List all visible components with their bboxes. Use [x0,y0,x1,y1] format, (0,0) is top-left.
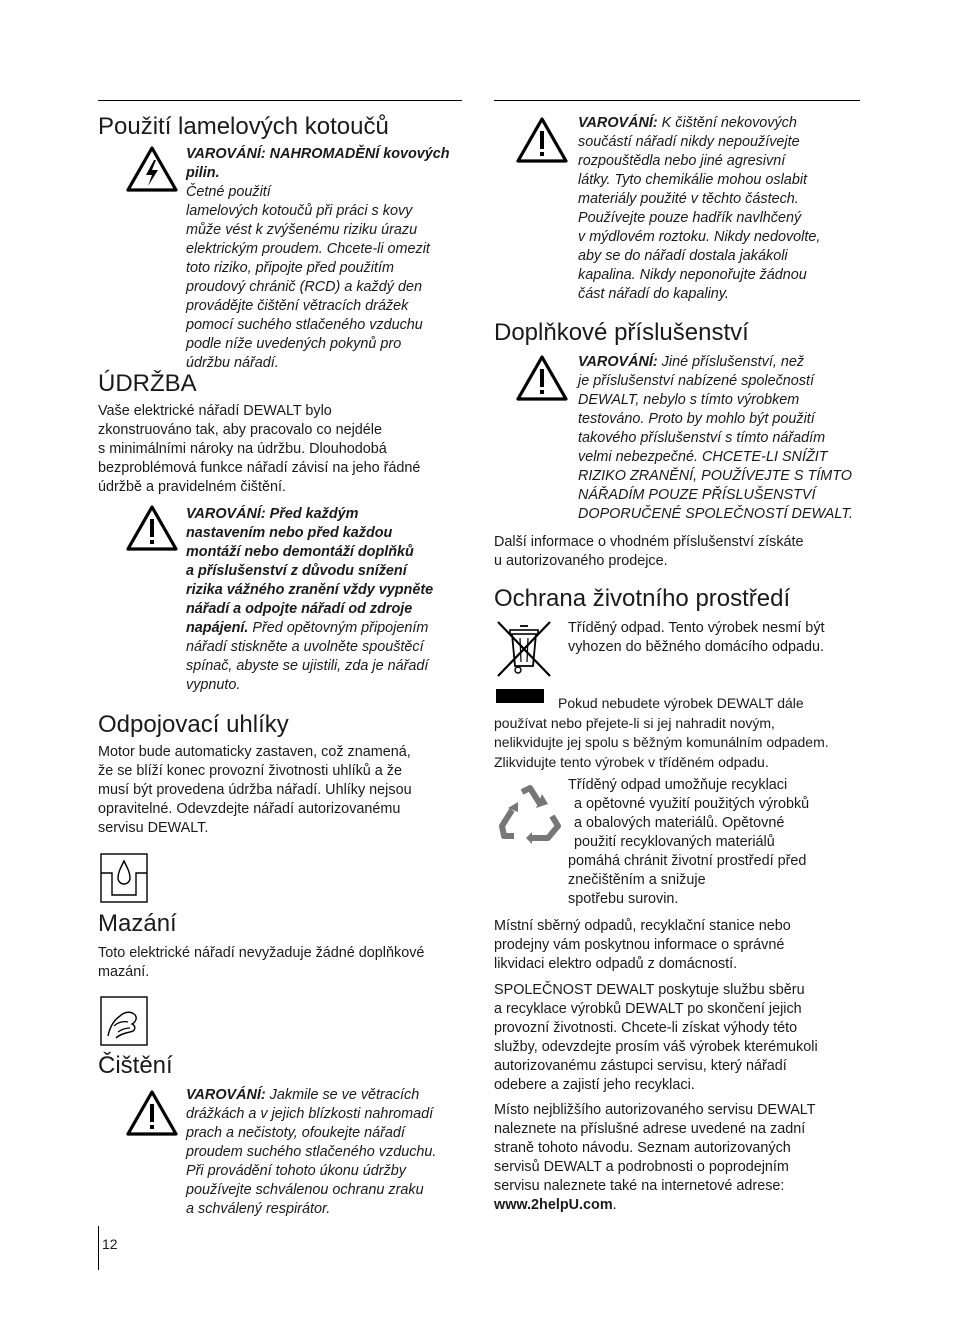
w4text-line: rozpouštědla nebo jiné agresivní [578,153,786,169]
w2bold-line: nastavením nebo před každou [186,525,393,541]
w3text-line: drážkách a v jejich blízkosti nahromadí [186,1106,434,1122]
heading-doplnky: Doplňkové příslušenství [494,319,749,346]
w5text-line: takového příslušenství s tímto nářadím [578,430,826,446]
heading-lamel: Použití lamelových kotoučů [98,113,389,140]
electric-hazard-icon [126,146,178,192]
w4text-line: Používejte pouze hadřík navlhčený [578,210,802,226]
local-collection-text [494,917,874,974]
w1text-line: může vést k zvýšenému riziku úrazu [186,222,418,238]
uhliky-line: servisu DEWALT. [98,820,209,836]
website-suffix: . [612,1197,617,1213]
w2rest-line: nářadí stiskněte a uvolněte spouštěcí [186,639,424,655]
uhliky-line: musí být provedena údržba nářadí. Uhlíky nejsou [98,782,412,798]
w4text-line: aby se do nářadí dostala jakákoli [578,248,788,264]
recycle-line: pomáhá chránit životní prostředí před [568,853,807,869]
accessories-info [494,533,864,571]
w2bold-line: nářadí a odpojte nářadí od zdroje [186,601,413,617]
w4text-line: část nářadí do kapaliny. [578,286,729,302]
service-line: servisu naleznete také na internetové adrese: [494,1178,785,1194]
warning-solvents: VAROVÁNÍ: K čištění nekovových součástí nářadí nikdy nepoužívejte rozpouštědla nebo jiné agresivní látky. Tyto chemikálie mohou oslabit materiály použité v těchto částech. Používejte pouze hadřík navlhčený v mýdlovém roztoku. Nikdy nedovolte, aby se do nářadí dostala jakákoli kapalina. Nikdy neponořujte žádnou část nářadí do kapaliny. [578,115,821,302]
w1text-line: lamelových kotoučů při práci s kovy [186,203,413,219]
w5text-line: NÁŘADÍM POUZE PŘÍSLUŠENSTVÍ [578,487,816,503]
bartext-line: Zlikvidujte tento výrobek v tříděném odpadu. [494,753,769,770]
w3text-line: používejte schválenou ochranu zraku [186,1182,424,1198]
mazani-line: Toto elektrické nářadí nevyžaduje žádné doplňkové [98,945,425,961]
recycle-text [568,776,868,909]
warning-icon-solvents [516,117,568,163]
weee-line: Tříděný odpad. Tento výrobek nesmí být [568,620,825,636]
oil-drop-icon [100,853,148,903]
heading-cisteni: Čištění [98,1052,173,1079]
w1text-line: Četné použití [186,184,271,200]
w2rest-line: vypnuto. [186,677,241,693]
w2bold-line: montáží nebo demontáží doplňků [186,544,414,560]
w3text-line: prach a nečistoty, ofoukejte nářadí [186,1125,405,1141]
w1text-line: podle níže uvedených pokynů pro [186,336,402,352]
uhliky-text [98,743,468,838]
uhliky-line: že se blíží konec provozní životnosti uhlíků a že [98,763,402,779]
warning-icon [126,505,178,551]
w4text-line: v mýdlovém roztoku. Nikdy nedovolte, [578,229,821,245]
udrzba-text [98,402,468,497]
recycle-line: použití recyklovaných materiálů [574,834,775,850]
recycle-line: a obalových materiálů. Opětovné [574,815,785,831]
weee-text [568,619,868,657]
service-line: naleznete na příslušné adrese uvedené na zadní [494,1121,806,1137]
w5text-line: velmi nebezpečné. CHCETE-LI SNÍŽIT [578,449,828,465]
w1text-line: pomocí suchého stlačeného vzduchu [186,317,423,333]
w2rest-line: Před opětovným připojením [248,620,429,636]
bartext-line: používat nebo přejete-li si jej nahradit novým, [494,714,775,731]
company-line: provozní životnosti. Chcete-li získat výhody této [494,1020,798,1036]
w3text-line: proudem suchého stlačeného vzduchu. [186,1144,437,1160]
w4text-line: součástí nářadí nikdy nepoužívejte [578,134,800,150]
mazani-text [98,944,468,982]
company-line: autorizovanému zástupci servisu, který nářadí [494,1058,787,1074]
company-service-text [494,981,874,1095]
dopinfo-line: Další informace o vhodném příslušenství získáte [494,534,804,550]
udrzba-line: údržbě a pravidelném čištění. [98,479,286,495]
w1text-line: toto riziko, připojte před použitím [186,260,394,276]
weee-line: vyhozen do běžného domácího odpadu. [568,639,825,655]
disposal-text [494,694,874,772]
w1text-line: proudový chránič (RCD) a každý den [186,279,422,295]
udrzba-line: zkonstruováno tak, aby pracovalo co nejdéle [98,422,382,438]
udrzba-line: bezproblémová funkce nářadí závisí na jeho řádné [98,460,421,476]
w5text-line: DOPORUČENÉ SPOLEČNOSTÍ DEWALT. [578,506,853,522]
w2bold-line: a příslušenství z důvodu snížení [186,563,407,579]
w4text-line: látky. Tyto chemikálie mohou oslabit [578,172,808,188]
service-line: straně tohoto návodu. Seznam autorizovaných [494,1140,791,1156]
service-line: servisů DEWALT a podrobnosti o poprodejním [494,1159,789,1175]
w5text-line: DEWALT, nebylo s tímto výrobkem [578,392,800,408]
recycle-icon [496,782,566,846]
w5text-line: testováno. Proto by mohlo být použití [578,411,815,427]
w2bold-line: napájení. [186,620,249,636]
warning-icon-cleaning [126,1090,178,1136]
warning-before-adjust [186,505,466,695]
w4text-line: K čištění nekovových [657,115,797,131]
mazani-line: mazání. [98,964,150,980]
service-location-text [494,1101,874,1215]
udrzba-line: Vaše elektrické nářadí DEWALT bylo [98,403,332,419]
w5text-line: RIZIKO ZRANĚNÍ, POUŽÍVEJTE S TÍMTO [578,468,852,484]
warning-cleaning: VAROVÁNÍ: Jakmile se ve větracích drážkách a v jejich blízkosti nahromadí prach a nečistoty, ofoukejte nářadí proudem suchého stlačeného vzduchu. Při provádění tohoto úkonu údržby používejte schválenou ochranu zraku a schválený respirátor. [186,1087,437,1217]
company-line: a recyklace výrobků DEWALT po skončení jejich [494,1001,802,1017]
recycle-line: spotřebu surovin. [568,891,679,907]
w1text-line: údržbu nářadí. [186,355,279,371]
heading-uhliky: Odpojovací uhlíky [98,711,289,738]
w5text-line: Jiné příslušenství, než [657,354,805,370]
w5text-line: je příslušenství nabízené společností [578,373,814,389]
page-number: 12 [102,1236,118,1252]
w2bold-line: VAROVÁNÍ: Před každým [186,506,359,522]
warning-accessories: VAROVÁNÍ: Jiné příslušenství, než je příslušenství nabízené společností DEWALT, nebylo s tímto výrobkem testováno. Proto by mohlo být použití takového příslušenství s tímto nářadím velmi nebezpečné. CHCETE-LI SNÍŽIT RIZIKO ZRANĚNÍ, POUŽÍVEJTE S TÍMTO NÁŘADÍM POUZE PŘÍSLUŠENSTVÍ DOPORUČENÉ SPOLEČNOSTÍ DEWALT. [578,354,853,522]
heading-mazani: Mazání [98,910,177,937]
w3text-line: Jakmile se ve větracích [265,1087,420,1103]
w3text-line: a schválený respirátor. [186,1201,331,1217]
top-rule-left [98,100,462,101]
cleaning-hand-icon [100,996,148,1046]
recycle-line: Tříděný odpad umožňuje recyklaci [568,777,788,793]
service-line: Místo nejbližšího autorizovaného servisu DEWALT [494,1102,816,1118]
warning-metal-dust: VAROVÁNÍ: NAHROMADĚNÍ kovových pilin. Četné použití lamelových kotoučů při práci s kovy může vést k zvýšenému riziku úrazu elektrickým proudem. Chcete-li omezit toto riziko, připojte před použitím proudový chránič (RCD) a každý den provádějte čištění větracích drážek pomocí suchého stlačeného vzduchu podle níže uvedených pokynů pro údržbu nářadí. [186,146,450,371]
company-line: služby, odevzdejte prosím váš výrobek kterémukoli [494,1039,818,1055]
local-line: prodejny vám poskytnou informace o správné [494,937,785,953]
heading-ochrana: Ochrana životního prostředí [494,585,791,612]
top-rule-right [494,100,860,101]
w4text-line: kapalina. Nikdy neponořujte žádnou [578,267,807,283]
recycle-line: znečištěním a snižuje [568,872,706,888]
local-line: likvidaci elektro odpadů z domácností. [494,956,738,972]
uhliky-line: Motor bude automaticky zastaven, což znamená, [98,744,411,760]
udrzba-line: s minimálními nároky na údržbu. Dlouhodobá [98,441,387,457]
company-line: SPOLEČNOST DEWALT poskytuje službu sběru [494,982,805,998]
recycle-line: a opětovné využití použitých výrobků [574,796,810,812]
w2bold-line: rizika vážného zranění vždy vypněte [186,582,434,598]
uhliky-line: opravitelné. Odevzdejte nářadí autorizovanému [98,801,401,817]
heading-udrzba: ÚDRŽBA [98,370,197,397]
w2rest-line: spínač, abyste se ujistili, zda je nářadí [186,658,429,674]
w1text-line: provádějte čištění větracích drážek [186,298,409,314]
w3text-line: Při provádění tohoto úkonu údržby [186,1163,406,1179]
bartext-line: nelikvidujte jej spolu s běžným komunálním odpadem. [494,734,829,750]
bartext-line: Pokud nebudete výrobek DEWALT dále [558,695,804,711]
warning-icon-accessories [516,355,568,401]
dopinfo-line: u autorizovaného prodejce. [494,553,668,569]
w4text-line: materiály použité v těchto částech. [578,191,799,207]
w1text-line: elektrickým proudem. Chcete-li omezit [186,241,430,257]
local-line: Místní sběrný odpadů, recyklační stanice nebo [494,918,791,934]
website-link[interactable]: www.2helpU.com [494,1197,613,1213]
company-line: odebere a zajistí jeho recyklaci. [494,1077,695,1093]
page-number-rule [98,1226,99,1270]
crossed-bin-icon [494,616,554,680]
